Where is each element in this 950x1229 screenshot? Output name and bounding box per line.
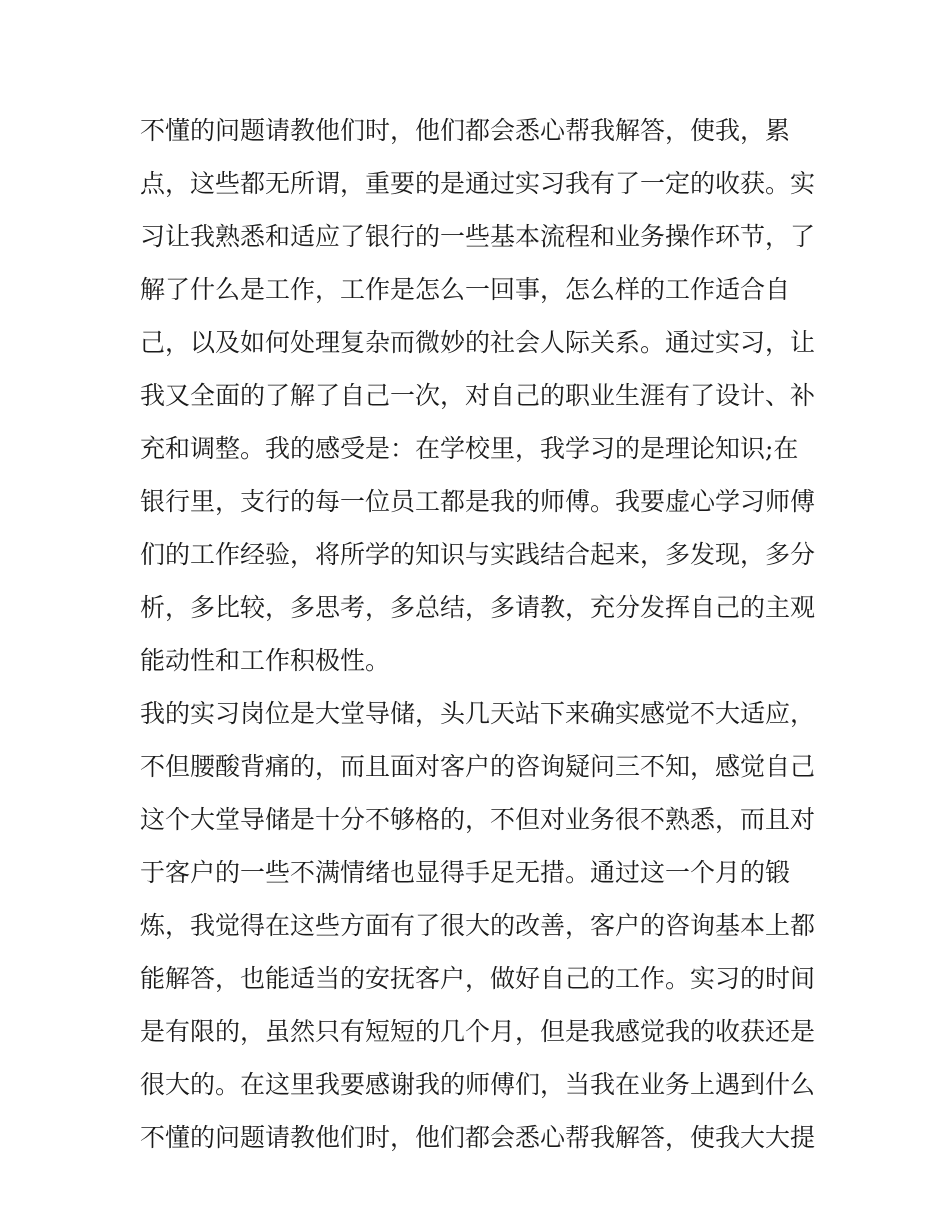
text-line: 习让我熟悉和适应了银行的一些基本流程和业务操作环节，了 <box>140 222 816 251</box>
text-line: 不懂的问题请教他们时，他们都会悉心帮我解答，使我，累 <box>140 116 791 145</box>
text-line: 是有限的，虽然只有短短的几个月，但是我感觉我的收获还是 <box>140 1017 816 1046</box>
text-line: 们的工作经验，将所学的知识与实践结合起来，多发现，多分 <box>140 540 816 569</box>
text-line: 我的实习岗位是大堂导储，头几天站下来确实感觉不大适应， <box>140 699 816 728</box>
text-line: 己，以及如何处理复杂而微妙的社会人际关系。通过实习，让 <box>140 328 816 357</box>
text-line: 炼，我觉得在这些方面有了很大的改善，客户的咨询基本上都 <box>140 911 816 940</box>
text-line: 析，多比较，多思考，多总结，多请教，充分发挥自己的主观 <box>140 593 816 622</box>
body-text <box>140 104 820 1164</box>
text-line: 能解答，也能适当的安抚客户，做好自己的工作。实习的时间 <box>140 964 816 993</box>
text-line: 充和调整。我的感受是：在学校里，我学习的是理论知识;在 <box>140 434 799 463</box>
text-line: 我又全面的了解了自己一次，对自己的职业生涯有了设计、补 <box>140 381 816 410</box>
text-line: 这个大堂导储是十分不够格的，不但对业务很不熟悉，而且对 <box>140 805 816 834</box>
text-line: 解了什么是工作，工作是怎么一回事，怎么样的工作适合自 <box>140 275 791 304</box>
text-line: 很大的。在这里我要感谢我的师傅们，当我在业务上遇到什么 <box>140 1070 816 1099</box>
text-line: 点，这些都无所谓，重要的是通过实习我有了一定的收获。实 <box>140 169 816 198</box>
text-line: 于客户的一些不满情绪也显得手足无措。通过这一个月的锻 <box>140 858 791 887</box>
text-line: 不但腰酸背痛的，而且面对客户的咨询疑问三不知，感觉自己 <box>140 752 816 781</box>
text-line: 不懂的问题请教他们时，他们都会悉心帮我解答，使我大大提 <box>140 1123 816 1152</box>
text-line: 能动性和工作积极性。 <box>140 646 391 675</box>
text-line: 银行里，支行的每一位员工都是我的师傅。我要虚心学习师傅 <box>140 487 816 516</box>
